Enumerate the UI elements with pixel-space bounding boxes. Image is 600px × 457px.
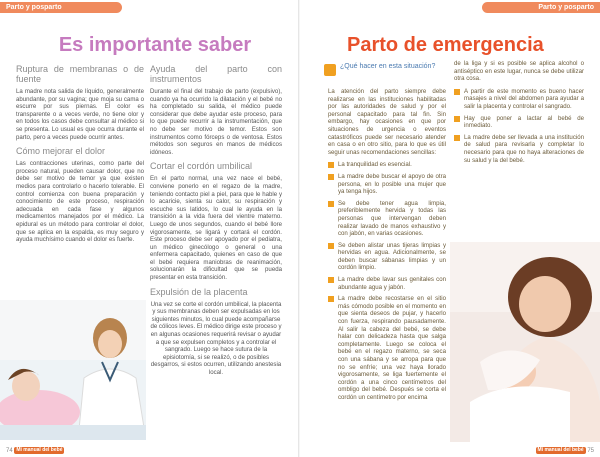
intro-paragraph: La atención del parto siempre debe realizarse en las instituciones habilitadas por las autoridades de salud y por el personal capacitado para tal fin. Sin embargo, hay ocasiones en que por situaciones de urgencia o eventos catastróficos puede ser necesario atender en casa o en otro sitio, para lo que es útil seguir unas recomendaciones sencillas: bbox=[328, 88, 446, 156]
paragraph-placenta: Una vez se corte el cordón umbilical, la placenta y sus membranas deben ser expulsadas en los siguientes minutos, lo cual puede acompañarse de cólicos leves. El médico dirige este proceso y en algunas ocasiones requerirá revisar o ayudar a que se expulsen completos y a controlar el sangrado. Luego se hace sutura de la episiotomía, si se realizó, o de posibles desgarros, si estos ocurren, utilizando anestesia local. bbox=[150, 300, 282, 376]
heading-instrumentos: Ayuda del parto con instrumentos bbox=[150, 64, 282, 84]
list-item: La tranquilidad es esencial. bbox=[328, 161, 446, 169]
list-item: Hay que poner a lactar al bebé de inmediato. bbox=[454, 115, 584, 130]
book-logo-right: Mi manual del bebé bbox=[537, 446, 584, 453]
section-tab-right: Parto y posparto bbox=[482, 2, 600, 13]
bullet-icon bbox=[328, 174, 334, 180]
list-item: La madre debe buscar el apoyo de otra persona, en lo posible una mujer que ya tenga hijos. bbox=[328, 173, 446, 196]
list-item: Se debe tener agua limpia, preferiblemente hervida y todas las personas que intervengan deben realizar lavado de manos exhaustivo y con jabón, en varias ocasiones. bbox=[328, 200, 446, 238]
paragraph-ruptura: La madre nota salida de líquido, generalmente abundante, por su vagina; que moja su cama o escurre por sus piernas. El color es transparente o a veces verde, no tiene olor y en todos los casos debe consultar al médico si se presenta. Lo usual es que ocurra durante el parto, pero a veces puede ocurrir antes. bbox=[16, 88, 144, 141]
list-item: Se deben alistar unas tijeras limpias y hervidas en agua. Adicionalmente, se deben buscar sábanas limpias y un cordón limpio. bbox=[328, 242, 446, 272]
right-column-1 bbox=[328, 88, 446, 406]
bullet-icon bbox=[328, 277, 334, 283]
question-heading: ¿Qué hacer en esta situación? bbox=[340, 63, 436, 70]
bullet-icon bbox=[454, 135, 460, 141]
list-item: La madre debe ser llevada a una institución de salud para revisarla y completar lo necesario para que no haya alteraciones de su salud y la del bebé. bbox=[454, 134, 584, 164]
list-item: A partir de este momento es bueno hacer masajes a nivel del abdomen para ayudar a salir la placenta y controlar el sangrado. bbox=[454, 88, 584, 111]
book-logo-left: Mi manual del bebé bbox=[16, 446, 63, 453]
list-item: La madre debe lavar sus genitales con abundante agua y jabón. bbox=[328, 276, 446, 291]
page-number-left: 74 bbox=[6, 448, 13, 454]
doctor-patient-photo bbox=[0, 300, 146, 440]
section-tab-left: Parto y posparto bbox=[0, 2, 122, 13]
bullet-icon bbox=[328, 243, 334, 249]
list-item: La madre debe recostarse en el sitio más cómodo posible en el momento en que sienta deseos de pujar, y hacerlo con fuerza, respirando pausadamente. Al salir la cabeza del bebé, se debe halar con delicadeza hasta que salga completamente. Luego se coloca el bebé en el regazo materno, se seca con una sábana y se arropa para que no se enfríe; una vez haya llorado vigorosamente, se liga fuertemente el cordón a una cinco centímetros del ombligo del bebé. Después se corta el cordón un centímetro por encima bbox=[328, 295, 446, 401]
heading-placenta: Expulsión de la placenta bbox=[150, 286, 248, 297]
heading-cordon: Cortar el cordón umbilical bbox=[150, 161, 253, 172]
bullet-icon bbox=[454, 89, 460, 95]
mother-baby-photo bbox=[450, 242, 600, 442]
footer-left bbox=[6, 447, 64, 454]
heading-ruptura: Ruptura de membranas o de fuente bbox=[16, 64, 144, 84]
paragraph-cordon: En el parto normal, una vez nace el bebé, conviene ponerlo en el regazo de la madre, teniendo contacto piel a piel, para que le hable y lo acaricie, sienta su calor, su respiración y escuche sus latidos, lo cual le ayuda en la transición a la vida fuera del vientre materno. Luego de unos segundos, cuando el bebé llore vigorosamente, se ligará y cortará el cordón. Este proceso debe ser apoyado por el pediatra, un médico ginecólogo o general o una enfermera capacitado, quienes en caso de que el bebé requiera maniobras de reanimación, solucionarán la dificultad que se pueda presentar en esta transición. bbox=[150, 175, 282, 282]
left-column-2 bbox=[150, 64, 282, 382]
continued-paragraph: de la liga y si es posible se aplica alcohol o antiséptico en este lugar, nunca se debe utilizar otra cosa. bbox=[454, 60, 584, 83]
bullet-icon bbox=[328, 201, 334, 207]
left-column-1 bbox=[16, 64, 144, 249]
bullet-icon bbox=[328, 162, 334, 168]
page-number-right: 75 bbox=[587, 448, 594, 454]
right-column-2 bbox=[454, 60, 584, 168]
footer-right bbox=[536, 447, 594, 454]
paragraph-dolor: Las contracciones uterinas, como parte del proceso natural, pueden causar dolor, que no debe ser motivo de temor ya que existen medios para controlarlo o hacerlo tolerable. El control comienza con buena preparación y conocimiento de este proceso, respiración adecuada en cada fase y algunos medicamentos manejados por el médico. La epidural es un método para controlar el dolor, que se aplica en la espalda, es muy seguro y ayuda muchísimo cuando el dolor es fuerte. bbox=[16, 160, 144, 244]
page-title-right: Parto de emergencia bbox=[347, 34, 544, 56]
bullet-icon bbox=[328, 296, 334, 302]
heading-dolor: Cómo mejorar el dolor bbox=[16, 146, 106, 157]
bullet-icon bbox=[454, 116, 460, 122]
page-title-left: Es importante saber bbox=[58, 34, 252, 56]
right-page bbox=[300, 0, 600, 457]
question-icon bbox=[324, 64, 336, 76]
paragraph-instrumentos: Durante el final del trabajo de parto (expulsivo), cuando ya ha ocurrido la dilatación y el bebé no ha completado su salida, el médico puede considerar que debe ayudar este proceso, para lo que puede recurrir a la instrumentación, que no debe ser motivo de temor. Estos son instrumentos como fórceps o de ventosa. Estos métodos son seguros en manos de médicos idóneos. bbox=[150, 88, 282, 156]
